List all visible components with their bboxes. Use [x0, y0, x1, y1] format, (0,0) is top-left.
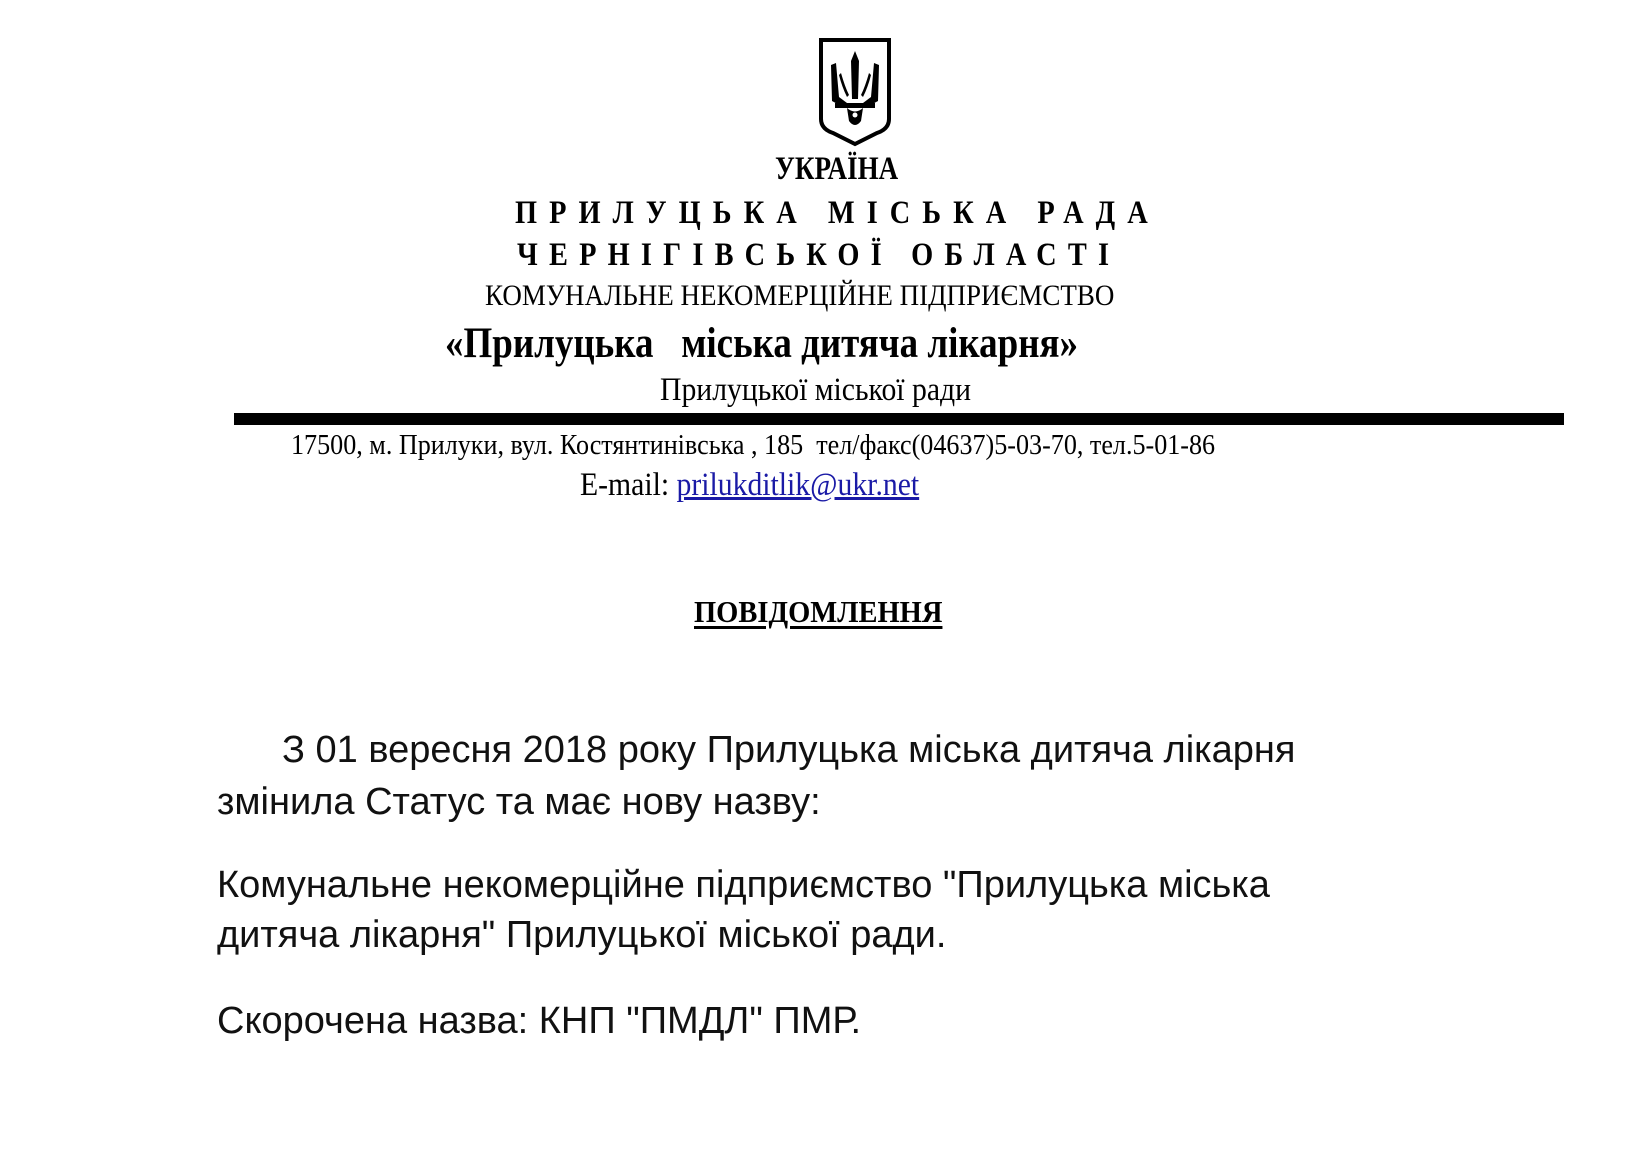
coat-of-arms-icon	[817, 37, 893, 147]
paragraph-1-line-2: змінила Статус та має нову назву:	[217, 781, 821, 823]
organization-subtitle: Прилуцької міської ради	[660, 372, 972, 408]
notice-title: ПОВІДОМЛЕННЯ	[694, 594, 943, 629]
email-line	[580, 467, 919, 504]
email-label: E-mail:	[580, 467, 677, 503]
organization-type: КОМУНАЛЬНЕ НЕКОМЕРЦІЙНЕ ПІДПРИЄМСТВО	[485, 279, 1115, 312]
region-name: ЧЕРНІГІВСЬКОЇ ОБЛАСТІ	[517, 237, 1121, 273]
address-line: 17500, м. Прилуки, вул. Костянтинівська , 185 тел/факс(04637)5-03-70, тел.5-01-86	[291, 429, 1216, 461]
header-divider	[234, 413, 1564, 425]
paragraph-2-line-2: дитяча лікарня" Прилуцької міської ради.	[217, 914, 947, 956]
city-council-name: ПРИЛУЦЬКА МІСЬКА РАДА	[515, 195, 1160, 231]
organization-name: «Прилуцька міська дитяча лікарня»	[445, 320, 1079, 367]
country-name: УКРАЇНА	[775, 151, 899, 187]
email-link[interactable]: prilukditlik@ukr.net	[676, 467, 920, 503]
paragraph-1-line-1: З 01 вересня 2018 року Прилуцька міська дитяча лікарня	[282, 729, 1296, 771]
short-name-line: Скорочена назва: КНП "ПМДЛ" ПМР.	[217, 1000, 862, 1042]
paragraph-2-line-1: Комунальне некомерційне підприємство "Прилуцька міська	[217, 864, 1270, 906]
